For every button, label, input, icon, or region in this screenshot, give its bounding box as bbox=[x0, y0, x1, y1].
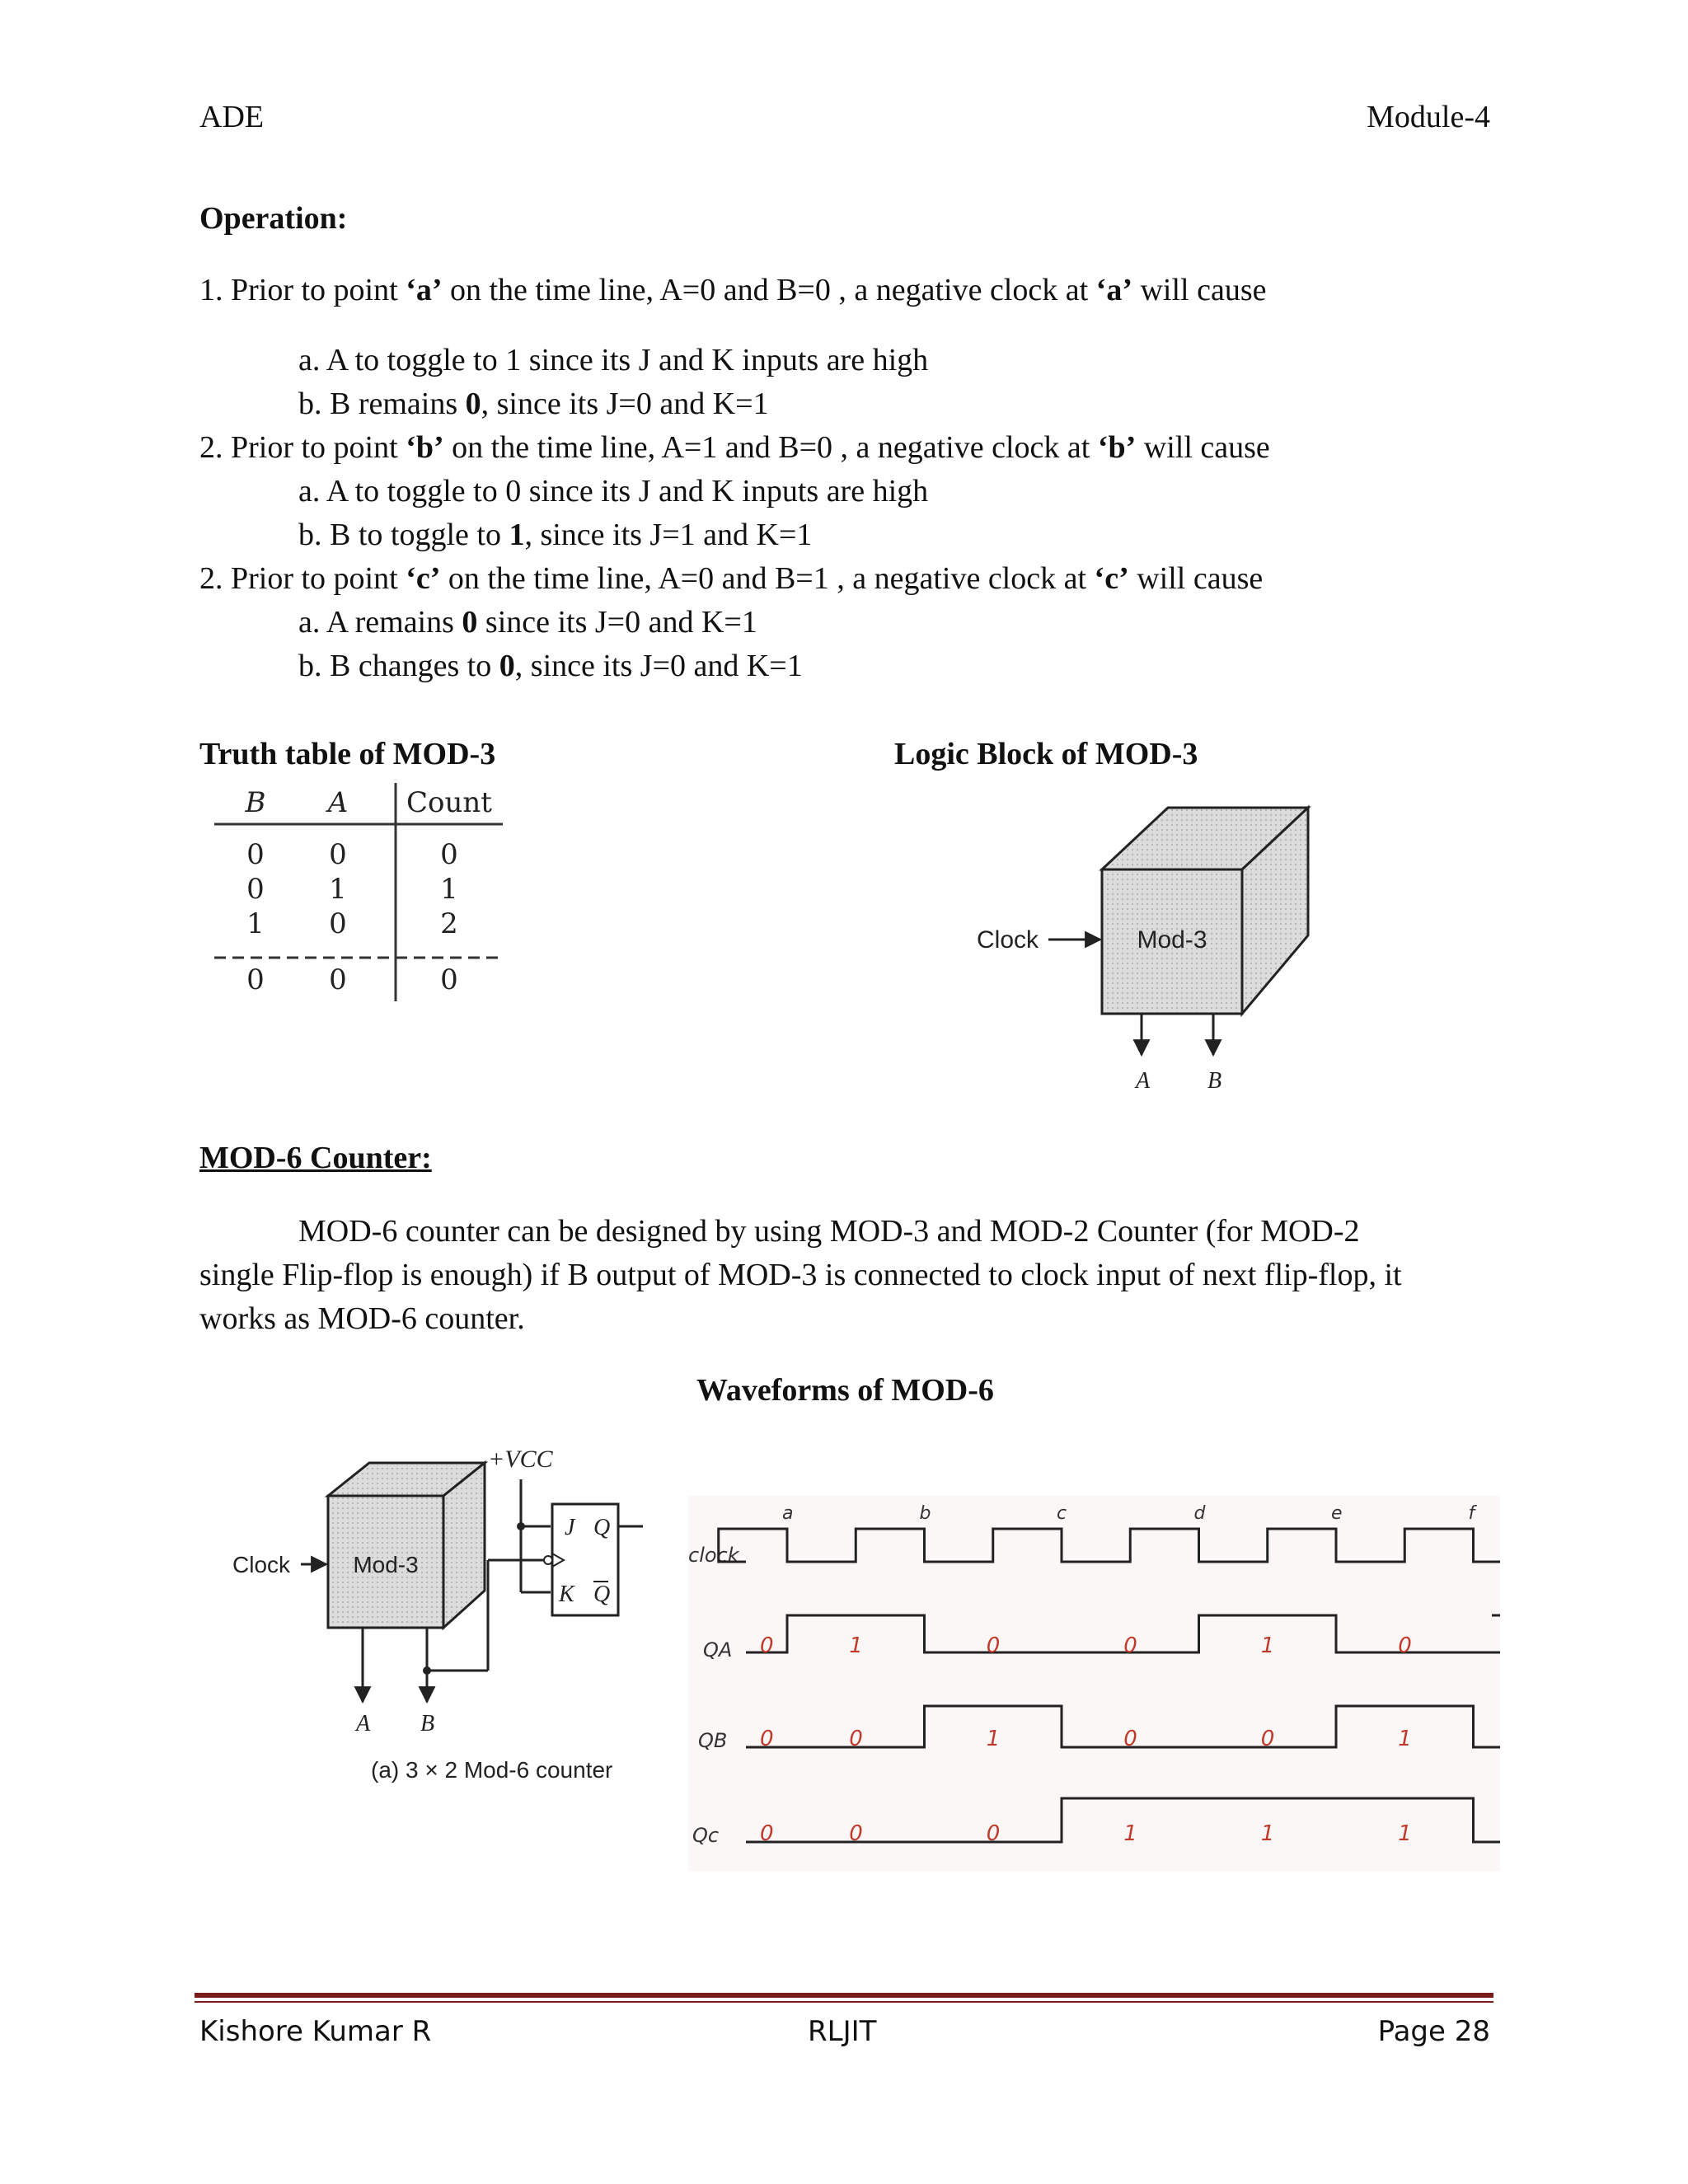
qc-value-4: 1 bbox=[1260, 1821, 1275, 1846]
tt-rep-b: 0 bbox=[246, 963, 265, 996]
qc-value-1: 0 bbox=[849, 1821, 863, 1846]
th-count: Count bbox=[406, 786, 492, 819]
operation-title: Operation: bbox=[199, 201, 348, 236]
wf-point-a: a bbox=[782, 1503, 794, 1524]
op-line-1b: b. B remains 0, since its J=0 and K=1 bbox=[298, 387, 769, 421]
footer-left: Kishore Kumar R bbox=[199, 2015, 432, 2048]
wf-qc-label: Qc bbox=[692, 1824, 720, 1847]
qa-value-3: 0 bbox=[1123, 1633, 1137, 1658]
op-line-2b: b. B to toggle to 1, since its J=1 and K=1 bbox=[298, 518, 813, 552]
header-right: Module-4 bbox=[1367, 100, 1490, 134]
op-line-2: 2. Prior to point ‘b’ on the time line, A=1 and B=0 , a negative clock at ‘b’ will cause bbox=[199, 430, 1270, 465]
tt-r0-c: 0 bbox=[440, 838, 458, 871]
waveforms-title: Waveforms of MOD-6 bbox=[696, 1373, 994, 1408]
wf-point-c: c bbox=[1057, 1503, 1067, 1524]
qb-value-1: 0 bbox=[849, 1727, 863, 1751]
wf-qa-label: QA bbox=[703, 1638, 733, 1661]
op-line-3: 2. Prior to point ‘c’ on the time line, A=0 and B=1 , a negative clock at ‘c’ will cause bbox=[199, 561, 1264, 596]
qc-value-2: 0 bbox=[986, 1821, 1001, 1846]
logic-box-label: Mod-3 bbox=[1137, 926, 1207, 954]
logic-out-b: B bbox=[1207, 1068, 1222, 1094]
tt-r2-b: 1 bbox=[246, 907, 265, 940]
circuit-clock-label: Clock bbox=[232, 1552, 291, 1577]
qa-value-5: 0 bbox=[1398, 1633, 1412, 1658]
logic-out-a: A bbox=[1136, 1068, 1151, 1094]
circuit-out-b: B bbox=[420, 1711, 435, 1736]
qa-value-4: 1 bbox=[1260, 1633, 1275, 1658]
tt-r0-b: 0 bbox=[246, 838, 265, 871]
tt-rep-c: 0 bbox=[440, 963, 458, 996]
op-line-2a: a. A to toggle to 0 since its J and K inputs are high bbox=[298, 474, 929, 509]
wf-qb-label: QB bbox=[698, 1729, 728, 1752]
qb-value-5: 1 bbox=[1398, 1727, 1412, 1751]
circuit-box-label: Mod-3 bbox=[353, 1552, 419, 1577]
wf-point-b: b bbox=[919, 1503, 931, 1524]
footer-rule bbox=[195, 1993, 1493, 1998]
qa-value-2: 0 bbox=[986, 1633, 1001, 1658]
jk-q: Q bbox=[593, 1515, 611, 1540]
op-line-1: 1. Prior to point ‘a’ on the time line, A=0 and B=0 , a negative clock at ‘a’ will cause bbox=[199, 273, 1267, 307]
mod6-para-3: works as MOD-6 counter. bbox=[199, 1301, 525, 1336]
tt-r1-b: 0 bbox=[246, 873, 265, 906]
circuit-vcc: +VCC bbox=[488, 1446, 553, 1473]
footer-rule-thin bbox=[195, 2001, 1493, 2003]
footer-center: RLJIT bbox=[808, 2015, 877, 2048]
tt-r0-a: 0 bbox=[329, 838, 347, 871]
tt-r2-a: 0 bbox=[329, 907, 347, 940]
qa-value-0: 0 bbox=[760, 1633, 774, 1658]
logic-clock-label: Clock bbox=[977, 926, 1039, 954]
qc-value-0: 0 bbox=[760, 1821, 774, 1846]
logic-block-title: Logic Block of MOD-3 bbox=[894, 737, 1198, 771]
wf-clock-label: clock bbox=[688, 1544, 739, 1567]
circuit-out-a: A bbox=[356, 1711, 371, 1736]
circuit-caption: (a) 3 × 2 Mod-6 counter bbox=[371, 1757, 613, 1783]
th-b: B bbox=[245, 786, 266, 819]
jk-j: J bbox=[565, 1515, 575, 1540]
jk-k: K bbox=[559, 1582, 574, 1607]
footer-right: Page 28 bbox=[1377, 2015, 1490, 2048]
mod6-para-2: single Flip-flop is enough) if B output of MOD-3 is connected to clock input of next flip-flop, it bbox=[199, 1258, 1402, 1292]
tt-r1-c: 1 bbox=[440, 873, 458, 906]
tt-r1-a: 1 bbox=[329, 873, 347, 906]
qc-value-5: 1 bbox=[1398, 1821, 1412, 1846]
logic-block-figure bbox=[973, 804, 1335, 1100]
mod6-title: MOD-6 Counter: bbox=[199, 1141, 432, 1175]
th-a: A bbox=[327, 786, 349, 819]
qb-value-2: 1 bbox=[986, 1727, 1001, 1751]
mod6-circuit-figure bbox=[223, 1442, 659, 1797]
qa-value-1: 1 bbox=[849, 1633, 863, 1658]
tt-r2-c: 2 bbox=[440, 907, 458, 940]
wf-point-e: e bbox=[1331, 1503, 1343, 1524]
op-line-3a: a. A remains 0 since its J=0 and K=1 bbox=[298, 605, 757, 640]
waveform-figure bbox=[688, 1496, 1500, 1871]
header-left: ADE bbox=[199, 100, 265, 134]
op-line-3b: b. B changes to 0, since its J=0 and K=1 bbox=[298, 649, 803, 683]
truth-table-title: Truth table of MOD-3 bbox=[199, 737, 496, 771]
op-line-1a: a. A to toggle to 1 since its J and K inputs are high bbox=[298, 343, 929, 377]
jk-qbar: Q bbox=[593, 1582, 611, 1607]
qc-value-3: 1 bbox=[1123, 1821, 1137, 1846]
qb-value-0: 0 bbox=[760, 1727, 774, 1751]
mod6-para-1: MOD-6 counter can be designed by using MOD-3 and MOD-2 Counter (for MOD-2 bbox=[298, 1214, 1360, 1249]
wf-point-d: d bbox=[1193, 1503, 1206, 1524]
tt-rep-a: 0 bbox=[329, 963, 347, 996]
wf-point-f: f bbox=[1468, 1503, 1475, 1524]
qb-value-4: 0 bbox=[1260, 1727, 1275, 1751]
truth-table-figure bbox=[206, 779, 511, 1010]
qb-value-3: 0 bbox=[1123, 1727, 1137, 1751]
